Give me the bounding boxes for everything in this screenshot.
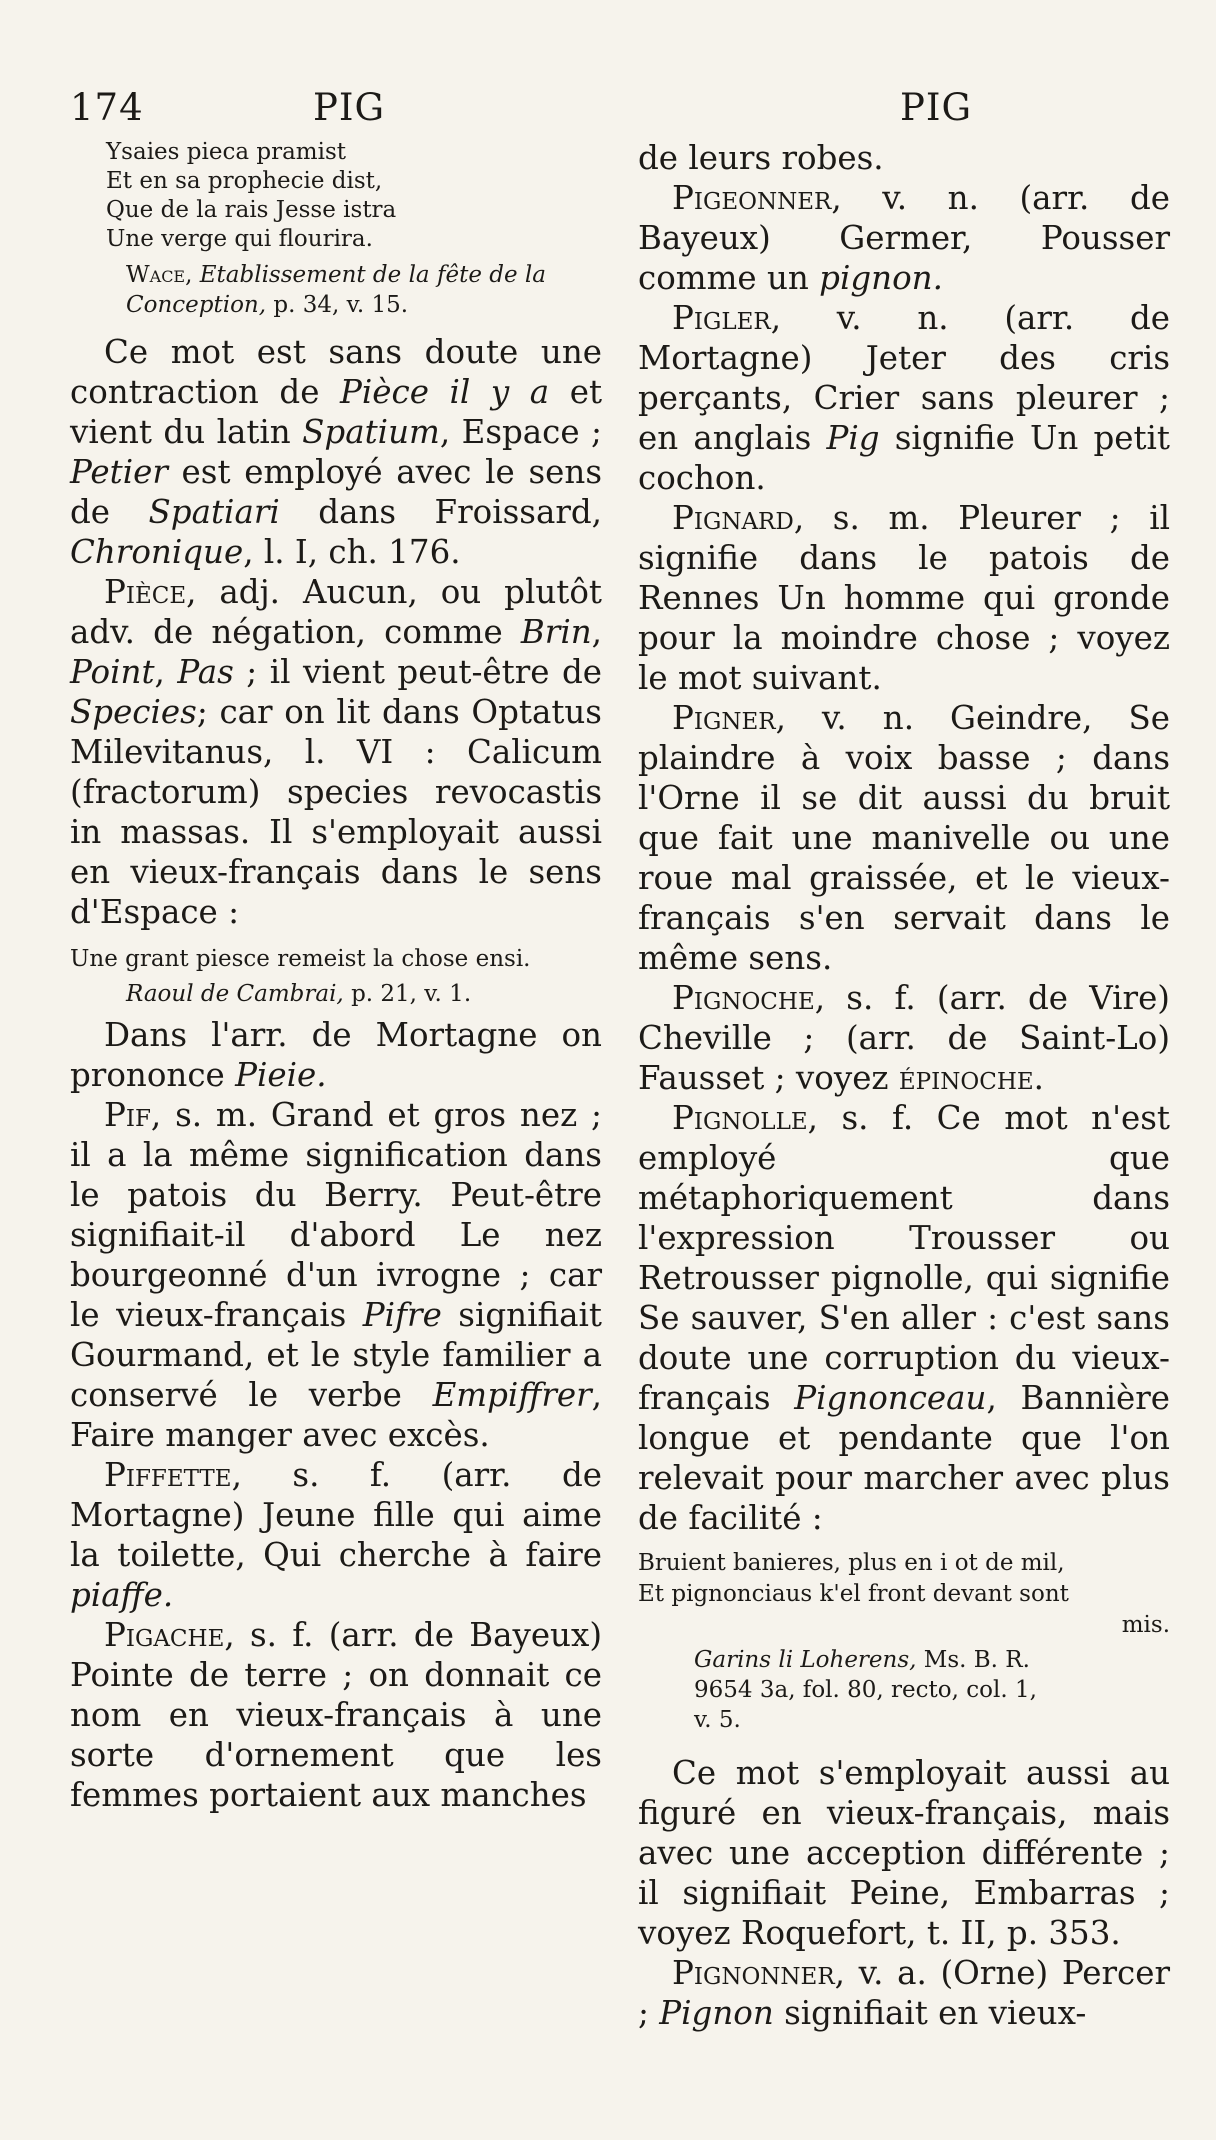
quote-garins-citation: Garins li Loherens, Ms. B. R. 9654 3a, fol. 80, recto, col. 1, v. 5. bbox=[694, 1647, 1037, 1733]
right-running-title: PIG bbox=[900, 86, 973, 129]
entry-pignoche: Pignoche, s. f. (arr. de Vire) Cheville ; (arr. de Saint-Lo) Fausset ; voyez épinoche. bbox=[638, 979, 1170, 1097]
entry-piece-il-y-a: Ce mot est sans doute une contraction de Pièce il y a et vient du latin Spatium, Espace ; Petier est employé avec le sens de Spatiari dans Froissard, Chronique, l. I, ch. 176. bbox=[70, 333, 603, 571]
entry-pif: Pif, s. m. Grand et gros nez ; il a la même signification dans le patois du Berry. Peut-être signifiait-il d'abord Le nez bourgeonné d'un ivrogne ; car le vieux-français Pifre signifiait Gourmand, et le style familier a conservé le verbe Empiffrer, Faire manger avec excès. bbox=[70, 1096, 602, 1454]
quote-raoul-citation: Raoul de Cambrai, p. 21, v. 1. bbox=[126, 981, 472, 1007]
quote-garins: Bruient banieres, plus en i ot de mil, Et pignonciaus k'el front devant sont mis. bbox=[638, 1550, 1170, 1638]
entry-pigache-continued: de leurs robes. bbox=[638, 139, 884, 177]
quote-raoul: Une grant piesce remeist la chose ensi. bbox=[70, 946, 531, 972]
running-header bbox=[70, 86, 1160, 138]
entry-pignolle-figurative: Ce mot s'employait aussi au figuré en vieux-français, mais avec une acception différente ; il signifiait Peine, Embarras ; voyez Roquefort, t. II, p. 353. bbox=[638, 1754, 1170, 1952]
right-column bbox=[638, 138, 1170, 2033]
verse-quote: Ysaies pieca pramist Et en sa prophecie dist, Que de la rais Jesse istra Une verge qui flourira. bbox=[106, 139, 397, 252]
entry-pigner: Pigner, v. n. Geindre, Se plaindre à voix basse ; dans l'Orne il se dit aussi du bruit que fait une manivelle ou une roue mal graissée, et le vieux-français s'en servait dans le même sens. bbox=[638, 699, 1170, 977]
entry-piece: Pièce, adj. Aucun, ou plutôt adv. de négation, comme Brin, Point, Pas ; il vient peut-être de Species; car on lit dans Optatus Milevitanus, l. VI : Calicum (fractorum) species revocastis in massas. Il s'employait aussi en vieux-français dans le sens d'Espace : bbox=[70, 573, 602, 931]
entry-mortagne-note: Dans l'arr. de Mortagne on prononce Pieie. bbox=[70, 1016, 602, 1094]
page-number: 174 bbox=[70, 86, 144, 129]
entry-pigeonner: Pigeonner, v. n. (arr. de Bayeux) Germer, Pousser comme un pignon. bbox=[638, 179, 1170, 297]
entry-piffette: Piffette, s. f. (arr. de Mortagne) Jeune fille qui aime la toilette, Qui cherche à faire piaffe. bbox=[70, 1456, 602, 1614]
entry-pigache: Pigache, s. f. (arr. de Bayeux) Pointe de terre ; on donnait ce nom en vieux-français à une sorte d'ornement que les femmes portaient aux manches bbox=[70, 1616, 602, 1814]
left-column bbox=[70, 138, 602, 1815]
entry-pignonner: Pignonner, v. a. (Orne) Percer ; Pignon signifiait en vieux- bbox=[638, 1954, 1170, 2032]
entry-pigler: Pigler, v. n. (arr. de Mortagne) Jeter des cris perçants, Crier sans pleurer ; en anglais Pig signifie Un petit cochon. bbox=[638, 299, 1170, 497]
left-running-title: PIG bbox=[313, 86, 386, 129]
entry-pignard: Pignard, s. m. Pleurer ; il signifie dans le patois de Rennes Un homme qui gronde pour la moindre chose ; voyez le mot suivant. bbox=[638, 499, 1170, 697]
verse-citation: Wace, Etablissement de la fête de la Conception, p. 34, v. 15. bbox=[126, 262, 546, 318]
entry-pignolle: Pignolle, s. f. Ce mot n'est employé que métaphoriquement dans l'expression Trousser ou Retrousser pignolle, qui signifie Se sauver, S'en aller : c'est sans doute une corruption du vieux-français Pignonceau, Bannière longue et pendante que l'on relevait pour marcher avec plus de facilité : bbox=[638, 1099, 1171, 1537]
